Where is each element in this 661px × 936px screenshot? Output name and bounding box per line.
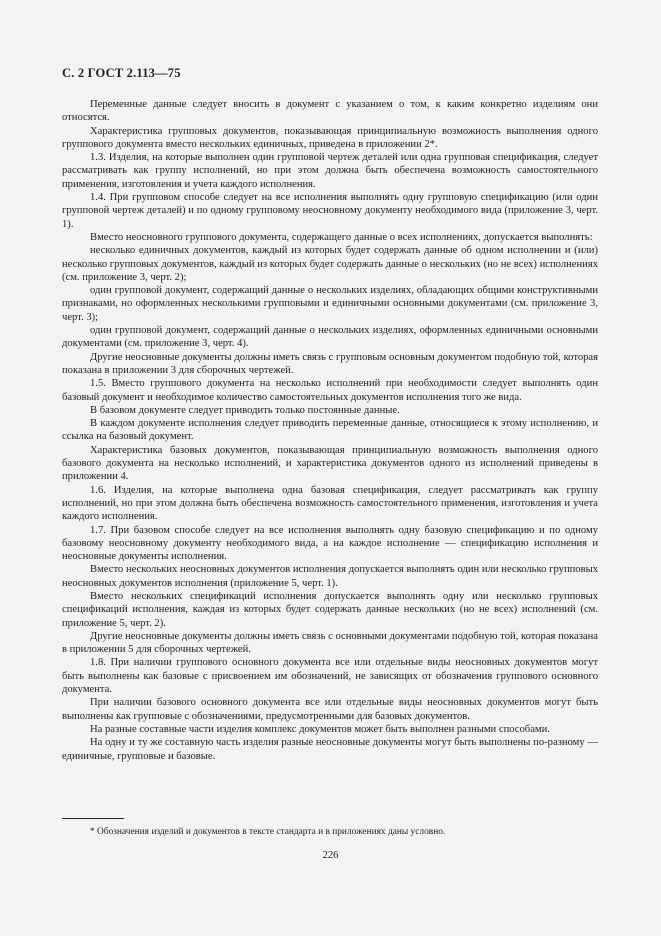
paragraph: 1.7. При базовом способе следует на все исполнения выполнять одну базовую спецификацию и по одному базовому неосновному документу необходимого вида, а на каждое исполнение — спецификацию исполнения и неосновные документы исполнения. <box>62 524 598 563</box>
paragraph: 1.4. При групповом способе следует на все исполнения выполнять одну групповую спецификацию (или один групповой чертеж деталей) и по одному групповому неосновному документу необходимого вида (приложение 3, черт. 1). <box>62 192 598 230</box>
paragraph: один групповой документ, содержащий данные о нескольких изделиях, оформленных единичными основными документами (см. приложение 3, черт. 4). <box>62 325 598 350</box>
paragraph: Характеристика базовых документов, показывающая принципиальную возможность выполнения одного базового документа на несколько исполнений, и характеристика документов одного из исполнений приведены в приложении 4. <box>62 444 598 483</box>
paragraph: несколько единичных документов, каждый из которых будет содержать данные об одном исполнении и (или) несколько групповых документов, каждый из которых будет содержать данные о нескольких (но не всех) исполнениях (см. приложение 3, черт. 2); <box>62 245 598 283</box>
paragraph: 1.3. Изделия, на которые выполнен один групповой чертеж деталей или одна групповая спецификация, следует рассматривать как группу исполнений, но при этом должна быть обеспечена возможность самостоятельного применения, изготовления и учета каждого исполнения. <box>62 152 598 190</box>
paragraph: На одну и ту же составную часть изделия разные неосновные документы могут быть выполнены по-разному — единичные, групповые и базовые. <box>62 737 598 762</box>
paragraph: В каждом документе исполнения следует приводить переменные данные, относящиеся к этому исполнению, и ссылка на базовый документ. <box>62 418 598 443</box>
footnote-divider <box>62 818 124 819</box>
paragraph: Вместо нескольких спецификаций исполнения допускается выполнять одну или несколько групповых спецификаций исполнения, каждая из которых будет содержать данные нескольких (но не всех) исполнений (см. приложение 5, черт. 2). <box>62 590 598 629</box>
page-header: С. 2 ГОСТ 2.113—75 <box>62 66 181 80</box>
paragraph: При наличии базового основного документа все или отдельные виды неосновных документов могут быть выполнены как групповые с обозначениями, предусмотренными для базовых документов. <box>62 697 598 722</box>
paragraph: Другие неосновные документы должны иметь связь с основными документами подобную той, которая показана в приложении 5 для сборочных чертежей. <box>62 630 598 656</box>
body-text <box>62 98 598 763</box>
paragraph: В базовом документе следует приводить только постоянные данные. <box>90 404 400 416</box>
paragraph: 1.6. Изделия, на которые выполнена одна базовая спецификация, следует рассматривать как группу исполнений, но при этом должна быть обеспечена возможность самостоятельного применения, изготовления и учета каждого исполнения. <box>62 484 598 523</box>
paragraph: Другие неосновные документы должны иметь связь с групповым основным документом подобную той, которая показана в приложении 3 для сборочных чертежей. <box>62 351 598 376</box>
paragraph: Вместо нескольких неосновных документов исполнения допускается выполнять один или несколько групповых неосновных документов исполнения (приложение 5, черт. 1). <box>62 564 598 589</box>
paragraph: один групповой документ, содержащий данные о нескольких изделиях, обладающих общими конструктивными признаками, но оформленных несколькими групповыми и единичными основными документами (см. приложение 3, черт. 3); <box>62 285 598 323</box>
paragraph: Характеристика групповых документов, показывающая принципиальную возможность выполнения одного группового документа вместо нескольких единичных, приведена в приложении 2*. <box>62 125 598 150</box>
paragraph: Вместо неосновного группового документа, содержащего данные о всех исполнениях, допускается выполнять: <box>90 231 593 243</box>
paragraph: На разные составные части изделия комплекс документов может быть выполнен разными способами. <box>90 723 550 735</box>
paragraph: 1.8. При наличии группового основного документа все или отдельные виды неосновных документов могут быть выполнены как базовые с присвоением им обозначений, не зависящих от обозначения группового основного документа. <box>62 657 598 696</box>
footnote: * Обозначения изделий и документов в тексте стандарта и в приложениях даны условно. <box>90 827 446 837</box>
paragraph: Переменные данные следует вносить в документ с указанием о том, к каким конкретно изделиям они относятся. <box>62 99 598 124</box>
paragraph: 1.5. Вместо группового документа на несколько исполнений при необходимости следует выполнять один базовый документ и необходимое количество самостоятельных документов исполнения того же вида. <box>62 378 598 403</box>
page-number: 226 <box>322 850 339 861</box>
